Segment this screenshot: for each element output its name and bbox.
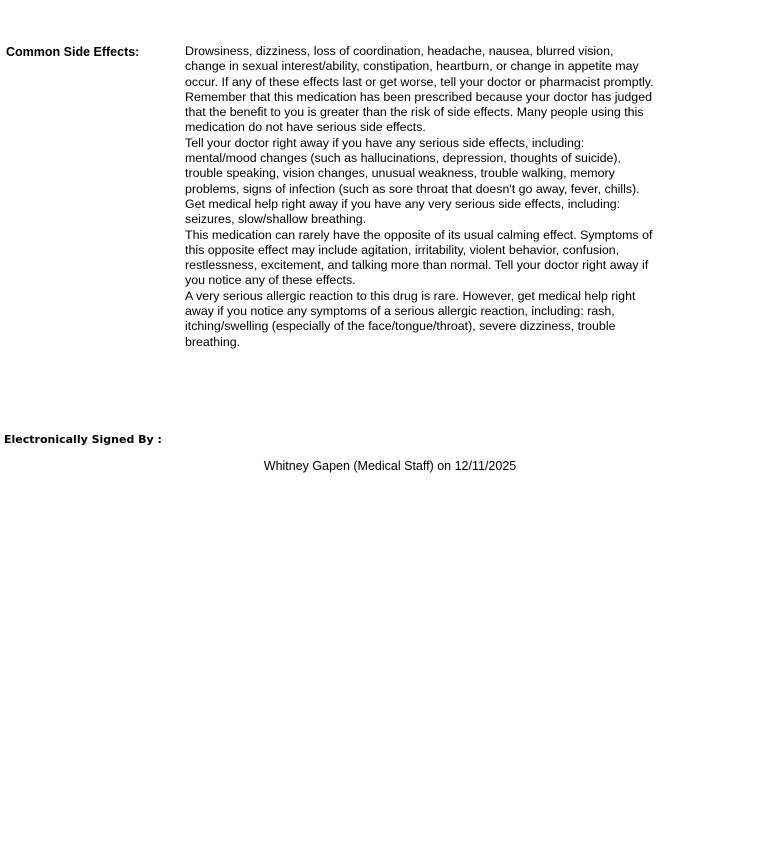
side-effects-label: Common Side Effects: [6, 45, 140, 59]
side-effects-paragraph: Get medical help right away if you have any very serious side effects, including: seizures, slow/shallow breathing. [185, 196, 621, 227]
side-effects-paragraph: A very serious allergic reaction to this drug is rare. However, get medical help right away if you notice any symptoms of a serious allergic reaction, including: rash, itching/swelling (especially of the face/tongue/throat), severe dizziness, trouble breathing. [185, 288, 636, 349]
signature-line: Whitney Gapen (Medical Staff) on 12/11/2025 [263, 459, 517, 473]
side-effects-paragraph: Remember that this medication has been prescribed because your doctor has judged that the benefit to you is greater than the risk of side effects. Many people using this medication do not have serious side effects. [185, 89, 652, 135]
side-effects-paragraph: Tell your doctor right away if you have any serious side effects, including: mental/mood changes (such as hallucinations, depression, thoughts of suicide), trouble speaking, vision changes, unusual weakness, trouble walking, memory problems, signs of infection (such as sore throat that doesn't go away, fever, chills). [185, 135, 640, 196]
side-effects-paragraph: This medication can rarely have the opposite of its usual calming effect. Symptoms of this opposite effect may include agitation, irritability, violent behavior, confusion, restlessness, excitement, and talking more than normal. Tell your doctor right away if you notice any of these effects. [185, 227, 653, 288]
electronically-signed-label: Electronically Signed By : [4, 433, 162, 446]
side-effects-paragraph: Drowsiness, dizziness, loss of coordination, headache, nausea, blurred vision, change in sexual interest/ability, constipation, heartburn, or change in appetite may occur. If any of these effects last or get worse, tell your doctor or pharmacist promptly. [185, 44, 654, 89]
side-effects-text [185, 44, 655, 350]
